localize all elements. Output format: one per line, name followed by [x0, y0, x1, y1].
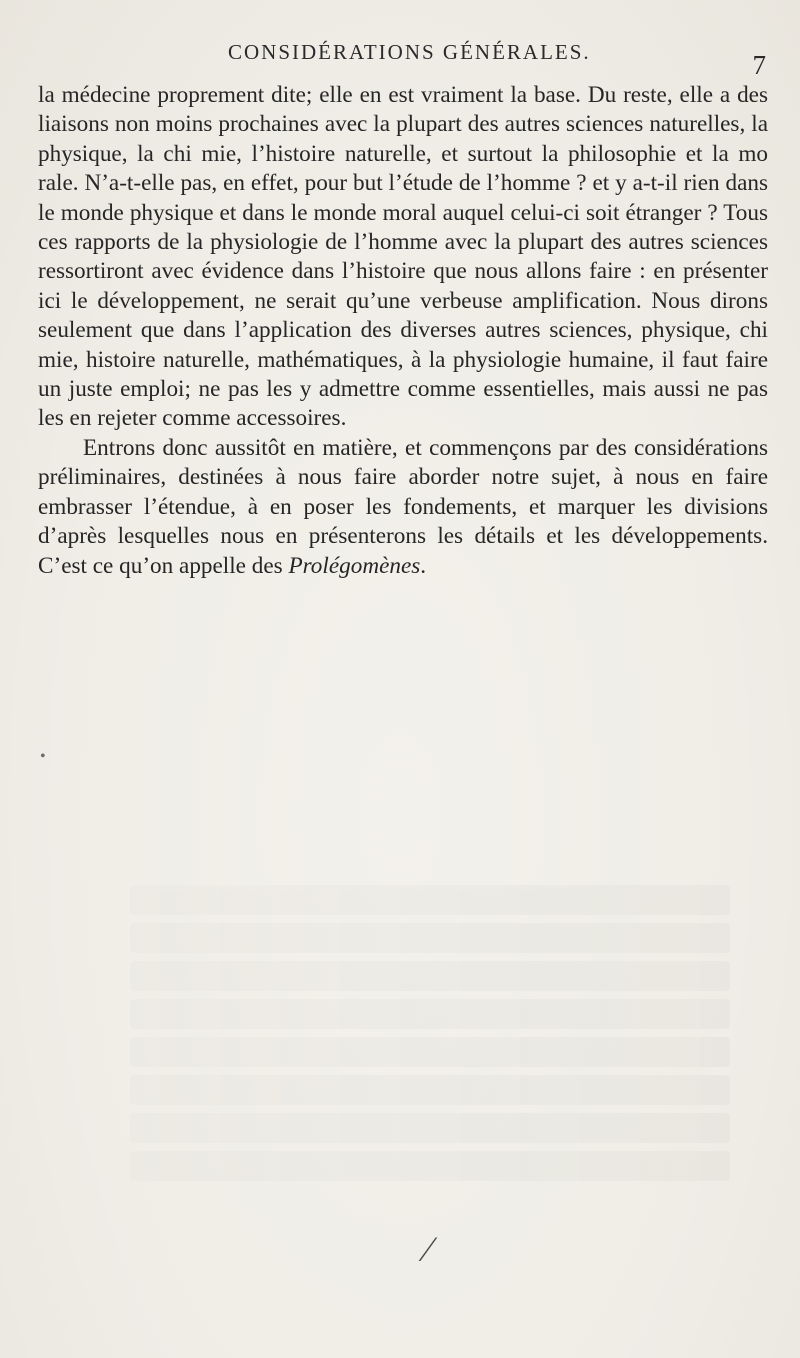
page-number: 7: [752, 50, 766, 80]
text-line: notre sujet, à nous en faire embrasser l’étendue, à en poser: [38, 464, 769, 520]
text-line: mie, histoire naturelle, mathématiques, à la physiologie: [38, 346, 569, 373]
bleed-through-heading: [130, 830, 730, 877]
running-head: CONSIDÉRATIONS GÉNÉRALES.: [228, 40, 591, 64]
text-line: les fondements, et marquer les divisions d’après lesquelles: [38, 493, 768, 550]
text-line: Entrons donc aussitôt en matière, et commençons par des: [83, 434, 635, 461]
paragraph-1: [38, 81, 768, 434]
text-line: moral auquel celui-ci soit étranger ? Tous ces rapports de la: [38, 199, 768, 256]
text-line: et y a-t-il rien dans le monde physique et dans le monde: [38, 170, 768, 226]
text-line: humaine, il faut faire un juste emploi; ne pas les y admettre: [38, 346, 768, 403]
ink-speck: •: [40, 748, 46, 765]
text-line: accessoires.: [236, 405, 347, 432]
text-line-end: .: [420, 552, 427, 579]
text-line: ce qu’on appelle des: [92, 552, 289, 579]
text-line: ressortiront avec évidence dans l’histoire que nous allons: [38, 258, 590, 285]
text-line: physiologie de l’homme avec la plupart des autres sciences: [210, 229, 768, 256]
ink-mark: ⁄: [425, 1229, 432, 1269]
text-line: nous en présenterons les détails et les développements. C’est: [38, 523, 768, 579]
text-line: la médecine proprement dite; elle en est vraiment la base.: [38, 82, 588, 108]
page-header: [38, 36, 768, 80]
text-line: mie, l’histoire naturelle, et surtout la philosophie et la mo: [201, 140, 769, 167]
bleed-through: [130, 830, 730, 1189]
paragraph-2: [38, 434, 768, 581]
text-line: l’application des diverses autres sciences, physique, chi: [234, 317, 768, 344]
text-line: considérations préliminaires, destinées à nous faire aborder: [38, 434, 768, 491]
text-line: faire : en présenter ici le développement, ne serait qu’une: [38, 258, 768, 314]
body-text: [38, 81, 768, 581]
text-line: comme essentielles, mais aussi ne pas les en rejeter comme: [38, 376, 768, 432]
text-line: rale. N’a-t-elle pas, en effet, pour but l’étude de l’homme ?: [38, 170, 593, 197]
text-line: Du reste, elle a des liaisons non moins prochaines avec la: [38, 82, 768, 138]
text-line: verbeuse amplification. Nous dirons seulement que dans: [38, 287, 768, 344]
prolegomenes-term: Prolégomènes: [288, 552, 421, 579]
text-line: plupart des autres sciences naturelles, la physique, la chi: [38, 111, 769, 167]
bleed-through-lines: [130, 885, 730, 1181]
